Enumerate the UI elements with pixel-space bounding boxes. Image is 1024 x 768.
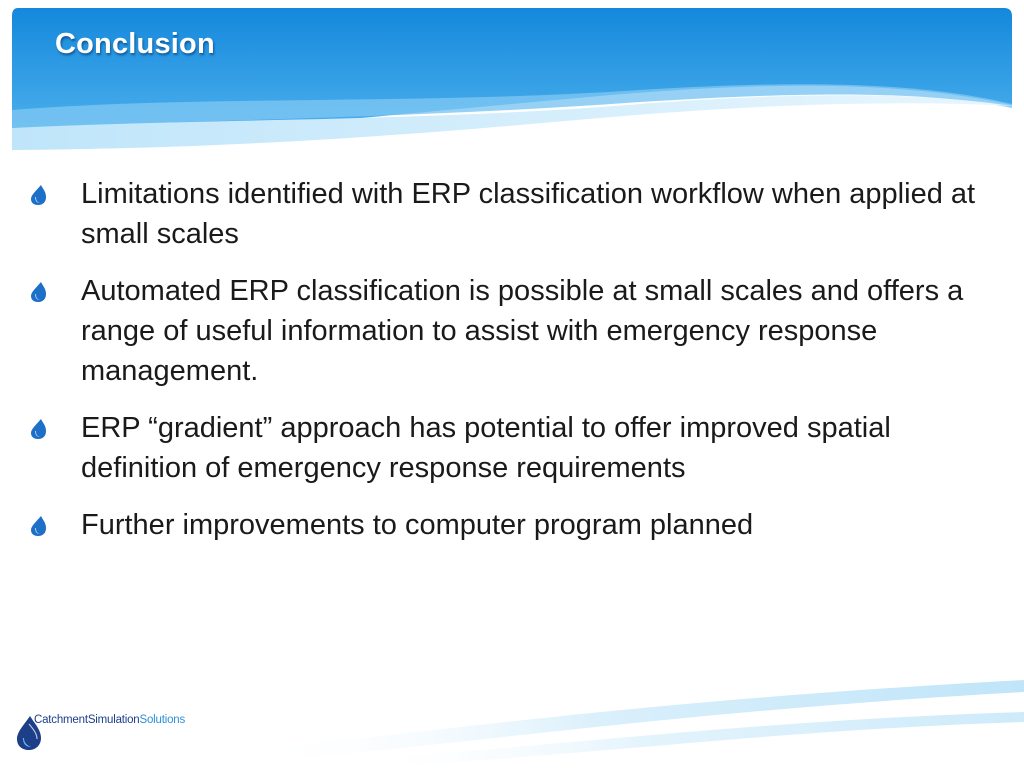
logo-word-simulation: Simulation <box>87 714 140 726</box>
water-drop-icon <box>30 515 48 537</box>
bullet-text: Automated ERP classification is possible at small scales and offers a range of useful information to assist with emergency response management. <box>81 275 964 387</box>
bullet-item <box>30 408 990 488</box>
water-drop-icon <box>30 281 48 303</box>
water-drop-icon <box>30 418 48 440</box>
slide-title: Conclusion <box>55 28 215 60</box>
bullet-list <box>30 174 990 562</box>
header-wave-banner <box>0 0 1024 160</box>
water-drop-icon <box>30 184 48 206</box>
bullet-item <box>30 271 990 391</box>
logo-word-catchment: Catchment <box>34 714 88 726</box>
bullet-text: Further improvements to computer program planned <box>81 509 754 541</box>
bullet-text: Limitations identified with ERP classification workflow when applied at small scales <box>81 178 976 250</box>
company-logo <box>14 710 214 754</box>
logo-wordmark <box>34 714 185 726</box>
bullet-item <box>30 505 990 545</box>
bullet-text: ERP “gradient” approach has potential to offer improved spatial definition of emergency response requirements <box>81 412 891 484</box>
bullet-item <box>30 174 990 254</box>
logo-word-solutions: Solutions <box>139 714 186 726</box>
